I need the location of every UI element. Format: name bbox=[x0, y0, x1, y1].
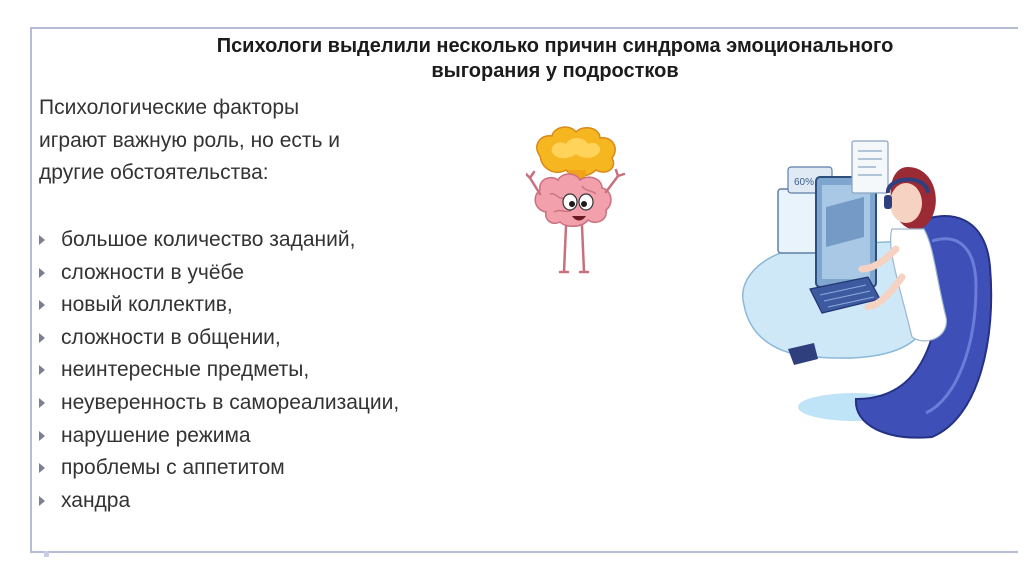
list-item-label: хандра bbox=[61, 488, 131, 512]
title-line-1: Психологи выделили несколько причин синдрома эмоционального bbox=[216, 35, 894, 57]
teen-at-computer-illustration bbox=[736, 137, 1020, 445]
list-item bbox=[39, 354, 399, 387]
bullet-arrow-icon bbox=[39, 431, 45, 441]
intro-line-2: играют важную роль, но есть и bbox=[39, 128, 340, 152]
list-item bbox=[39, 257, 399, 290]
list-item-label: сложности в учёбе bbox=[61, 260, 245, 284]
list-item bbox=[39, 224, 399, 257]
intro-line-1: Психологические факторы bbox=[39, 96, 300, 119]
intro-line-3: другие обстоятельства: bbox=[39, 161, 269, 184]
brain-body bbox=[535, 174, 611, 226]
bullet-arrow-icon bbox=[39, 235, 45, 245]
list-item bbox=[39, 452, 399, 485]
bullet-arrow-icon bbox=[39, 333, 45, 343]
bullet-arrow-icon bbox=[39, 398, 45, 408]
list-item-label: неинтересные предметы, bbox=[61, 358, 310, 382]
list-item bbox=[39, 485, 399, 518]
title-line-2: выгорания у подростков bbox=[431, 60, 679, 82]
list-item-label: большое количество заданий, bbox=[61, 228, 356, 251]
intro-text bbox=[39, 92, 469, 190]
bullet-arrow-icon bbox=[39, 463, 45, 473]
list-item bbox=[39, 420, 399, 453]
monitor-readout: 60% bbox=[794, 177, 815, 188]
list-item-label: сложности в общении, bbox=[61, 325, 281, 349]
list-item-label: проблемы с аппетитом bbox=[61, 456, 285, 480]
bullet-arrow-icon bbox=[39, 496, 45, 506]
list-item bbox=[39, 387, 399, 420]
bullet-arrow-icon bbox=[39, 300, 45, 310]
exploding-brain-illustration bbox=[526, 122, 628, 278]
bullet-arrow-icon bbox=[39, 365, 45, 375]
list-item-label: новый коллектив, bbox=[61, 293, 233, 317]
list-item bbox=[39, 322, 399, 355]
list-item-label: неуверенность в самореализации, bbox=[61, 390, 400, 414]
slide-title bbox=[90, 34, 1020, 84]
bullet-arrow-icon bbox=[39, 268, 45, 278]
frame-corner-mark bbox=[44, 551, 49, 557]
list-item bbox=[39, 289, 399, 322]
reasons-list bbox=[39, 224, 399, 517]
list-item-label: нарушение режима bbox=[61, 423, 251, 447]
